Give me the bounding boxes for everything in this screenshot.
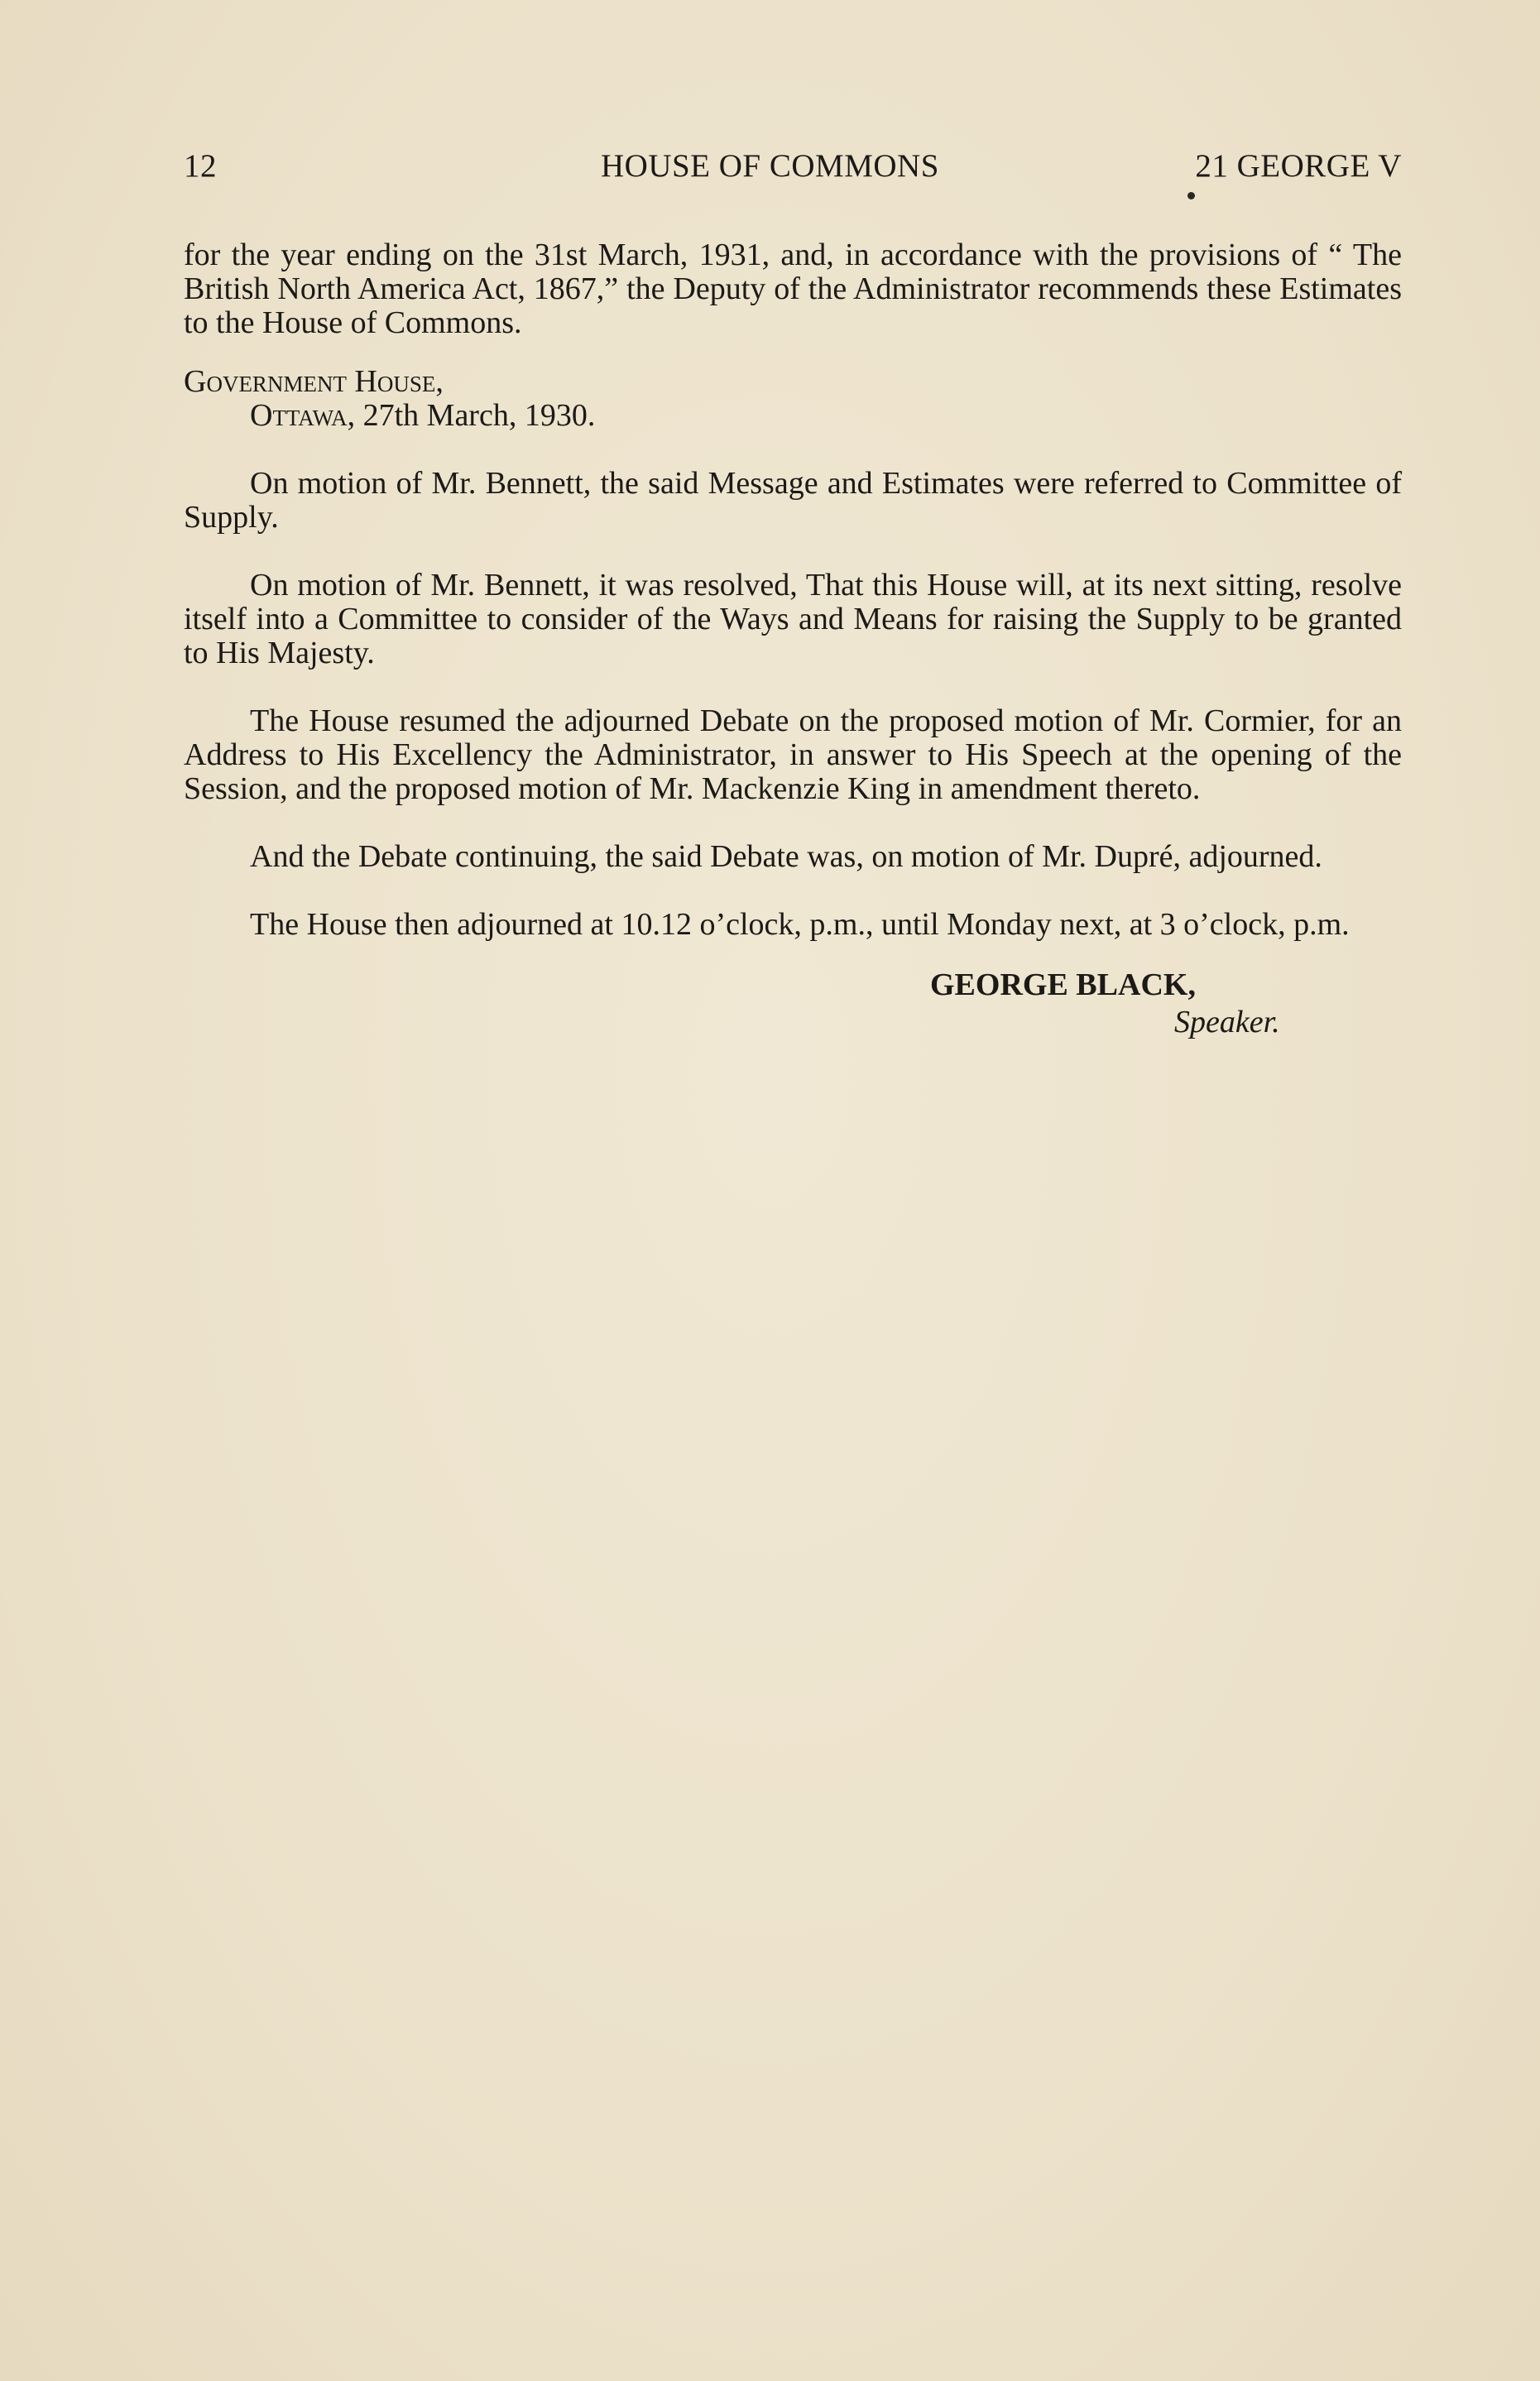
running-title: HOUSE OF COMMONS	[601, 148, 939, 184]
paragraph-ways-and-means: On motion of Mr. Bennett, it was resolved, That this House will, at its next sitting, resolve itself into a Committee to consider of the Ways and Means for raising the Supply to be granted to His Majesty.	[184, 568, 1402, 670]
paragraph-motion-referred: On motion of Mr. Bennett, the said Message and Estimates were referred to Committee of Supply.	[184, 466, 1402, 535]
paragraph-debate-adjourned: And the Debate continuing, the said Debate was, on motion of Mr. Dupré, adjourned.	[250, 839, 1322, 874]
address-place: Ottawa,	[250, 398, 356, 433]
address-line-government-house: Government House,	[184, 364, 444, 399]
regnal-year: 21 GEORGE V	[1195, 148, 1402, 184]
paragraph-estimates-continued: for the year ending on the 31st March, 1931, and, in accordance with the provisions of “ The British North America Act, 1867,” the Deputy of the Administrator recommends these Estimates to the House of Commons.	[184, 238, 1402, 340]
page-header	[184, 147, 1402, 189]
page-number: 12	[184, 148, 217, 184]
address-block	[184, 365, 1402, 433]
speaker-title: Speaker.	[1174, 1005, 1280, 1039]
paragraph-resumed-debate: The House resumed the adjourned Debate on the proposed motion of Mr. Cormier, for an Address to His Excellency the Administrator, in answer to His Speech at the opening of the Session, and the proposed motion of Mr. Mackenzie King in amendment thereto.	[184, 703, 1402, 806]
address-date: 27th March, 1930.	[362, 398, 596, 433]
journal-body	[184, 238, 1402, 1039]
address-line-date	[184, 399, 1402, 433]
speaker-name: GEORGE BLACK,	[930, 967, 1196, 1002]
header-dot-mark	[1187, 192, 1195, 199]
paragraph-house-adjourned: The House then adjourned at 10.12 o’clock, p.m., until Monday next, at 3 o’clock, p.m.	[250, 907, 1350, 942]
